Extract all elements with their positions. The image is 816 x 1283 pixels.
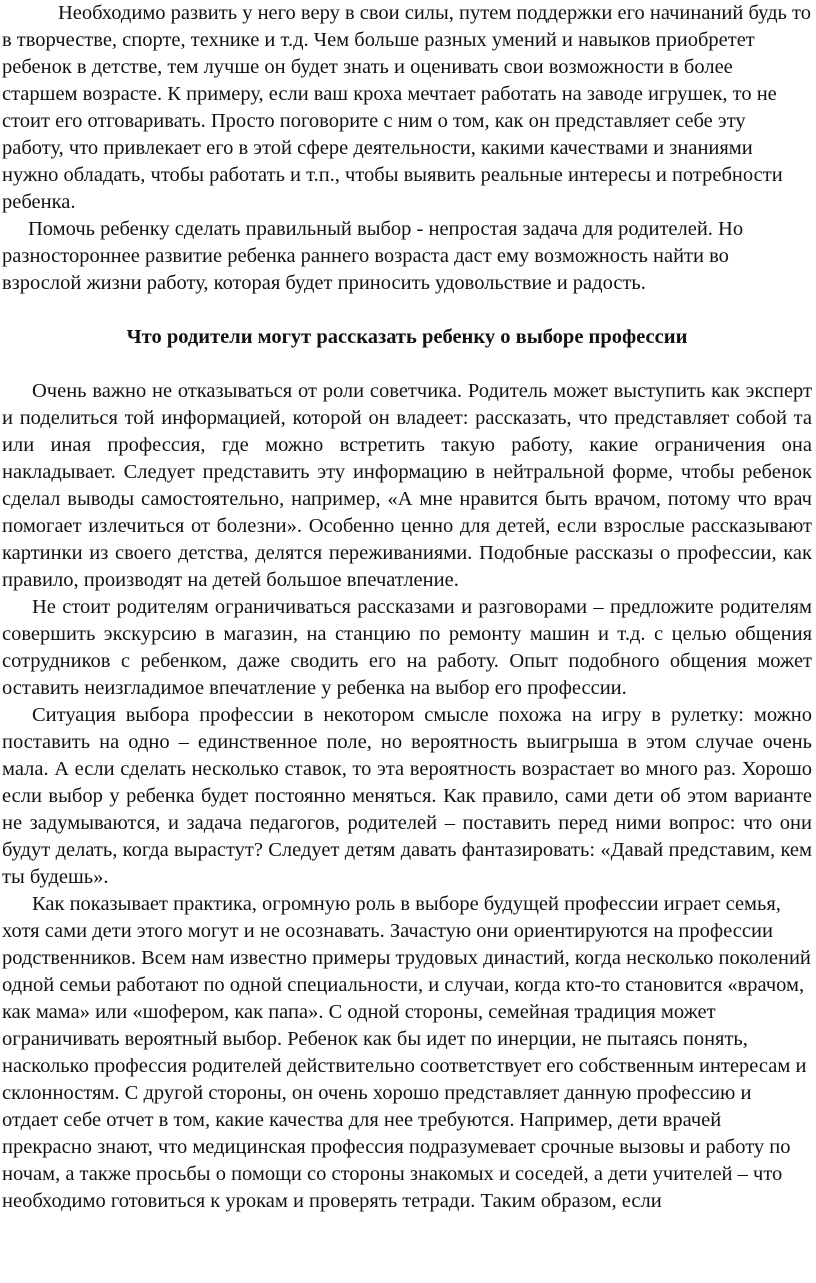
paragraph-family-role: Как показывает практика, огромную роль в выборе будущей профессии играет семья, хотя сами дети этого могут и не осознавать. Зачастую они ориентируются на профессии родственников. Всем нам известно примеры трудовых династий, когда несколько поколений одной семьи работают по одной специальности, и случаи, когда кто-то становится «врачом, как мама» или «шофером, как папа». С одной стороны, семейная традиция может ограничивать вероятный выбор. Ребенок как бы идет по инерции, не пытаясь понять, насколько профессия родителей действительно соответствует его собственным интересам и склонностям. С другой стороны, он очень хорошо представляет данную профессию и отдает себе отчет в том, какие качества для нее требуются. Например, дети врачей прекрасно знают, что медицинская профессия подразумевает срочные вызовы и работу по ночам, а также просьбы о помощи со стороны знакомых и соседей, а дети учителей – что необходимо готовиться к урокам и проверять тетради. Таким образом, если (2, 893, 811, 1212)
paragraph-roulette: Ситуация выбора профессии в некотором смысле похожа на игру в рулетку: можно поставить на одно – единственное поле, но вероятность выигрыша в этом случае очень мала. А если сделать несколько ставок, то эта вероятность возрастает во много раз. Хорошо если выбор у ребенка будет постоянно меняться. Как правило, сами дети об этом варианте не задумываются, и задача педагогов, родителей – поставить перед ними вопрос: что они будут делать, когда вырастут? Следует детям давать фантазировать: «Давай представим, кем ты будешь». (2, 704, 812, 888)
paragraph-self-belief: Необходимо развить у него веру в свои силы, путем поддержки его начинаний будь то в творчестве, спорте, технике и т.д. Чем больше разных умений и навыков приобретет ребенок в детстве, тем лучше он будет знать и оценивать свои возможности в более старшем возрасте. К примеру, если ваш кроха мечтает работать на заводе игрушек, то не стоит его отговаривать. Просто поговорите с ним о том, как он представляет себе эту работу, что привлекает его в этой сфере деятельности, какими качествами и знаниями нужно обладать, чтобы работать и т.п., чтобы выявить реальные интересы и потребности ребенка. (2, 2, 811, 213)
paragraph-advisor-role: Очень важно не отказываться от роли советчика. Родитель может выступить как эксперт и поделиться той информацией, которой он владеет: рассказать, что представляет собой та или иная профессия, где можно встретить такую работу, какие ограничения она накладывает. Следует представить эту информацию в нейтральной форме, чтобы ребенок сделал выводы самостоятельно, например, «А мне нравится быть врачом, потому что врач помогает излечиться от болезни». Особенно ценно для детей, если взрослые рассказывают картинки из своего детства, делятся переживаниями. Подобные рассказы о профессии, как правило, производят на детей большое впечатление. (2, 380, 812, 591)
paragraph-excursions: Не стоит родителям ограничиваться рассказами и разговорами – предложите родителям совершить экскурсию в магазин, на станцию по ремонту машин и т.д. с целью общения сотрудников с ребенком, даже сводить его на работу. Опыт подобного общения может оставить неизгладимое впечатление у ребенка на выбор его профессии. (2, 596, 812, 699)
section-heading: Что родители могут рассказать ребенку о выборе профессии (126, 326, 688, 348)
paragraph-right-choice: Помочь ребенку сделать правильный выбор - непростая задача для родителей. Но разностороннее развитие ребенка раннего возраста даст ему возможность найти во взрослой жизни работу, которая будет приносить удовольствие и радость. (2, 218, 744, 294)
